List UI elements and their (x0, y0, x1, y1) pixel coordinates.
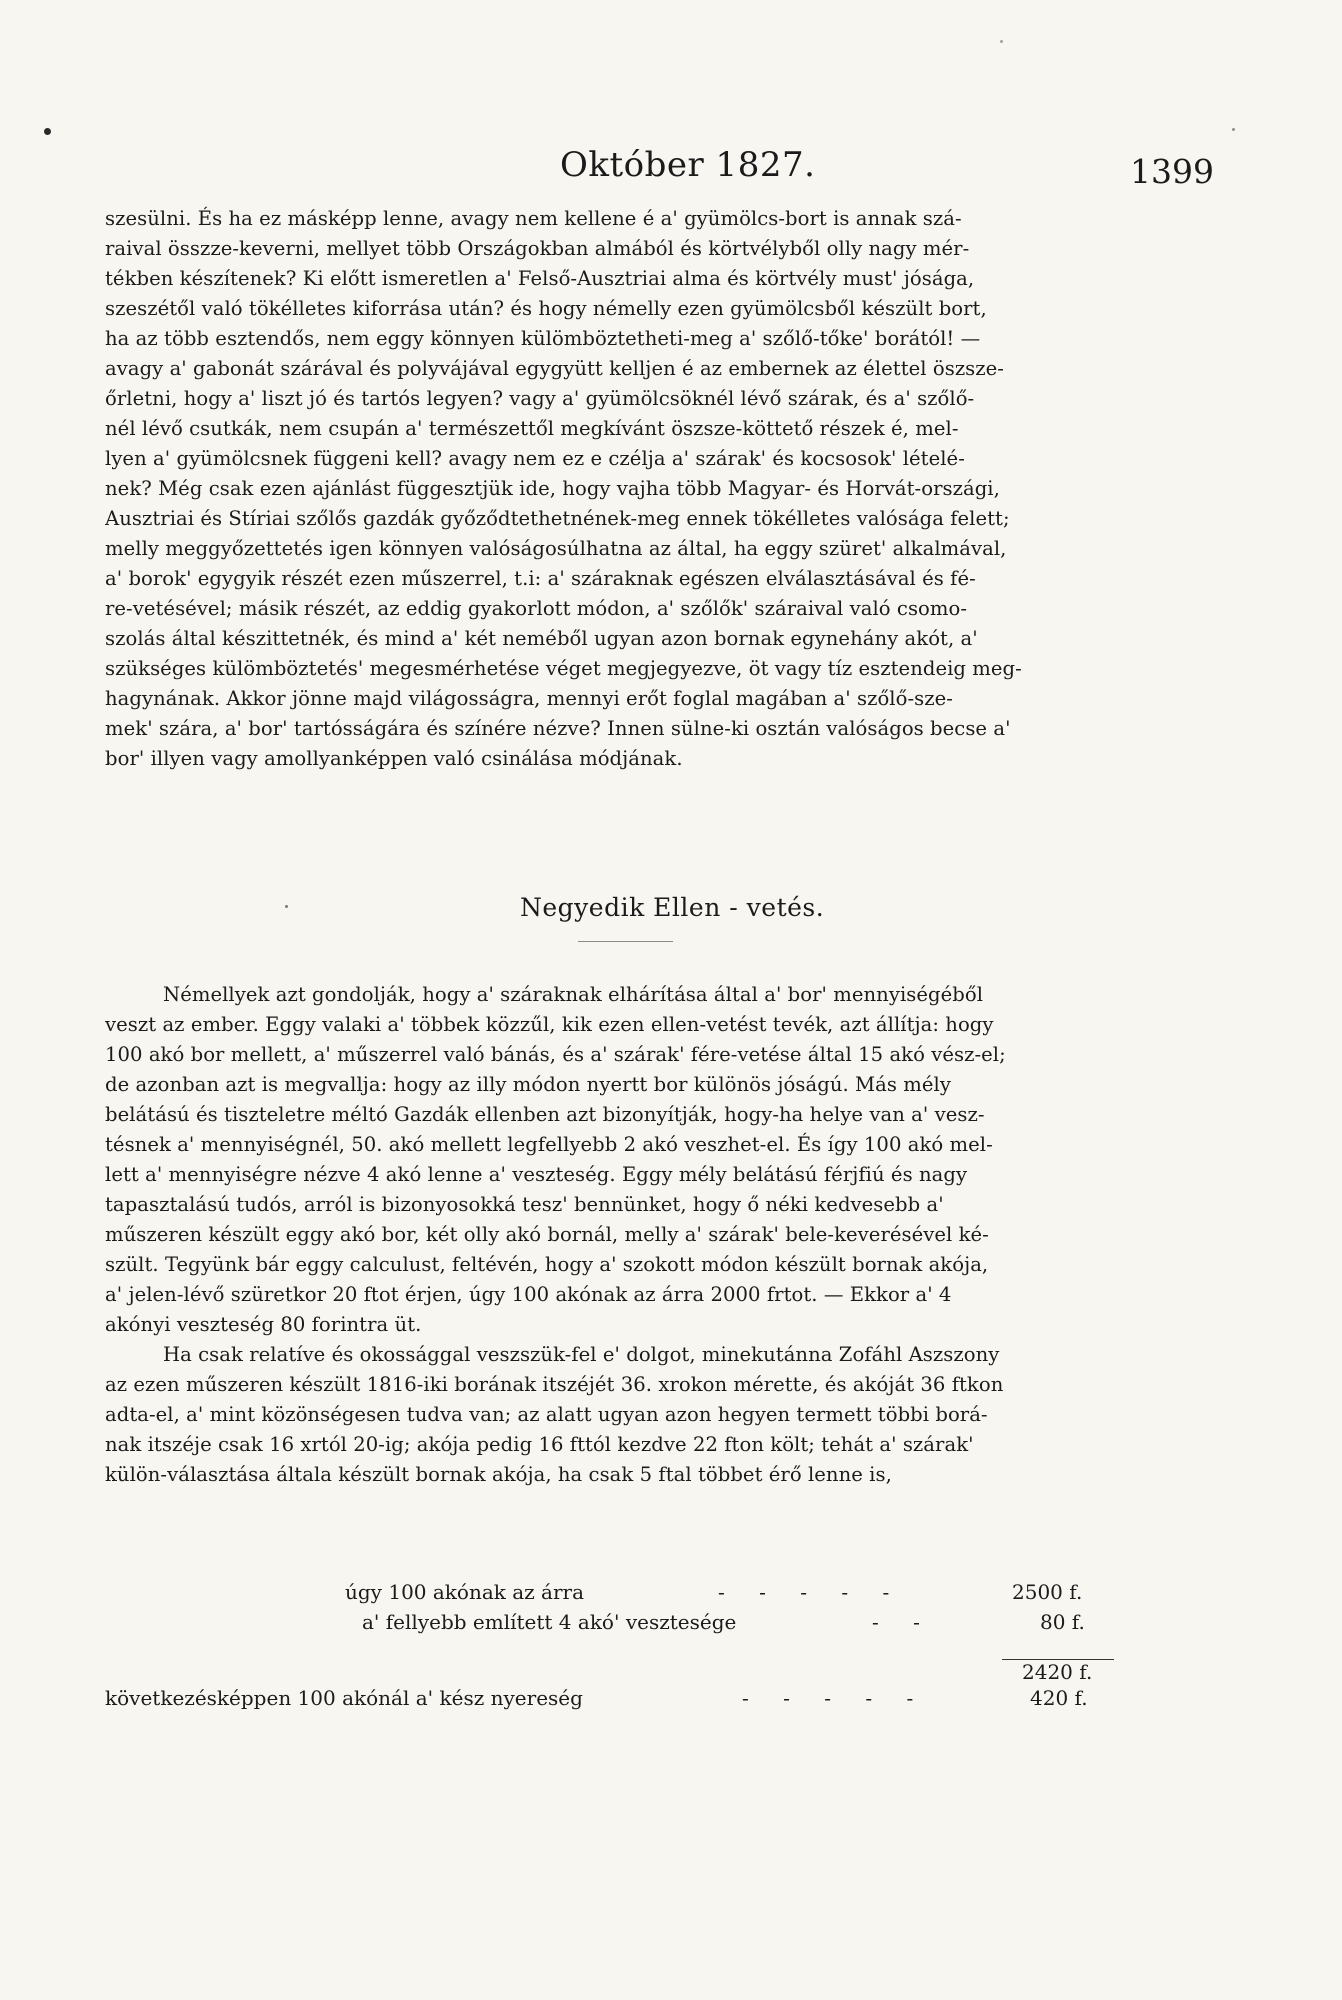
ledger-subtotal: 2420 f. (1022, 1660, 1093, 1684)
text-line: szolás által készittetnék, és mind a' két neméből ugyan azon bornak egynehány akót, a' (105, 627, 978, 650)
text-line: tapasztalású tudós, arról is bizonyosokká tesz' bennünket, hogy ő néki kedvesebb a' (105, 1193, 944, 1216)
text-line: lett a' mennyiségre nézve 4 akó lenne a' veszteség. Eggy mély belátású férjfiú és nagy (105, 1163, 968, 1186)
ledger-row-label: a' fellyebb említett 4 akó' vesztesége (362, 1610, 737, 1634)
text-line: az ezen műszeren készült 1816-iki borának itszéjét 36. xrokon mérette, és akóját 36 ftkon (105, 1373, 1004, 1396)
ledger-amount: 2500 f. (1012, 1580, 1083, 1604)
text-line: szeszétől való tökélletes kiforrása után? és hogy némelly ezen gyümölcsből készült bort, (105, 297, 987, 320)
text-line: Ha csak relatíve és okossággal veszszük-fel e' dolgot, minekutánna Zofáhl Aszszony (163, 1343, 1000, 1366)
text-line: tékben készítenek? Ki előtt ismeretlen a' Felső-Ausztriai alma és körtvély must' jósága, (105, 267, 975, 290)
text-line: hagynának. Akkor jönne majd világosságra, mennyi erőt foglal magában a' szőlő-sze- (105, 687, 953, 710)
text-line: de azonban azt is megvallja: hogy az illy módon nyertt bor különös jóságú. Más mély (105, 1073, 951, 1096)
text-line: belátású és tiszteletre méltó Gazdák ellenben azt bizonyítják, hogy-ha helye van a' vesz- (105, 1103, 985, 1126)
ink-speck (1232, 128, 1235, 131)
ledger-row-label: úgy 100 akónak az árra (345, 1580, 585, 1604)
ink-speck (285, 905, 288, 908)
text-line: re-vetésével; másik részét, az eddig gyakorlott módon, a' szőlők' száraival való csomo- (105, 597, 968, 620)
text-line: műszeren készült eggy akó bor, két olly akó bornál, melly a' szárak' bele-keverésével ké- (105, 1223, 989, 1246)
text-line: melly meggyőzettetés igen könnyen valóságosúlhatna az által, ha eggy szüret' alkalmával, (105, 537, 1007, 560)
text-line: szesülni. És ha ez másképp lenne, avagy nem kellene é a' gyümölcs-bort is annak szá- (105, 207, 962, 230)
text-line: szült. Tegyünk bár eggy calculust, feltévén, hogy a' szokott módon készült bornak akója, (105, 1253, 989, 1276)
text-line: nek? Még csak ezen ajánlást függesztjük ide, hogy vajha több Magyar- és Horvát-országi, (105, 477, 1000, 500)
ink-speck (1000, 40, 1003, 43)
text-line: bor' illyen vagy amollyanképpen való csinálása módjának. (105, 747, 683, 770)
text-line: külön-választása általa készült bornak akója, ha csak 5 ftal többet érő lenne is, (105, 1463, 892, 1486)
text-line: veszt az ember. Eggy valaki a' többek közzűl, kik ezen ellen-vetést tevék, azt állítja: hogy (105, 1013, 994, 1036)
text-line: a' jelen-lévő szüretkor 20 ftot érjen, úgy 100 akónak az árra 2000 frtot. — Ekkor a' 4 (105, 1283, 952, 1306)
text-line: a' borok' egygyik részét ezen műszerrel, t.i: a' száraknak egészen elválasztásával és fé- (105, 567, 976, 590)
text-line: Némellyek azt gondolják, hogy a' száraknak elhárítása által a' bor' mennyiségéből (163, 983, 984, 1006)
text-line: szükséges külömböztetés' megesmérhetése véget megjegyezve, öt vagy tíz esztendeig meg- (105, 657, 1022, 680)
text-line: őrletni, hogy a' liszt jó és tartós legyen? vagy a' gyümölcsöknél lévő szárak, és a' szőlő- (105, 387, 975, 410)
page-header-title: Október 1827. (560, 145, 816, 185)
ledger-amount: 80 f. (1040, 1610, 1085, 1634)
ink-speck (44, 128, 51, 135)
text-line: raival összze-keverni, mellyet több Országokban almából és körtvélyből olly nagy mér- (105, 237, 970, 260)
ledger-amount: 420 f. (1030, 1686, 1088, 1710)
ledger-leader: - - - - - (742, 1686, 928, 1710)
ledger-row-label: következésképpen 100 akónál a' kész nyereség (105, 1686, 583, 1710)
text-line: 100 akó bor mellett, a' műszerrel való bánás, és a' szárak' fére-vetése által 15 akó vész-el; (105, 1043, 1006, 1066)
text-line: tésnek a' mennyiségnél, 50. akó mellett legfellyebb 2 akó veszhet-el. És így 100 akó mel- (105, 1133, 993, 1156)
text-line: avagy a' gabonát szárával és polyvájával egygyütt kelljen é az embernek az élettel öszsze- (105, 357, 1004, 380)
text-line: mek' szára, a' bor' tartósságára és színére nézve? Innen sülne-ki osztán valóságos becse a' (105, 717, 1011, 740)
text-line: ha az több esztendős, nem eggy könnyen külömböztetheti-meg a' szőlő-tőke' borától! — (105, 327, 981, 350)
page-number: 1399 (1130, 152, 1214, 191)
text-line: lyen a' gyümölcsnek függeni kell? avagy nem ez e czélja a' szárak' és kocsosok' lételé- (105, 447, 965, 470)
text-line: adta-el, a' mint közönségesen tudva van; az alatt ugyan azon hegyen termett többi borá- (105, 1403, 988, 1426)
text-line: nél lévő csutkák, nem csupán a' természettől megkívánt öszsze-köttető részek é, mel- (105, 417, 959, 440)
ledger-leader: - - (872, 1610, 934, 1634)
ledger-leader: - - - - - (718, 1580, 904, 1604)
text-line: Ausztriai és Stíriai szőlős gazdák győződtethetnének-meg ennek tökélletes valósága felett; (105, 507, 1010, 530)
text-line: nak itszéje csak 16 xrtól 20-ig; akója pedig 16 fttól kezdve 22 fton költ; tehát a' szárak' (105, 1433, 974, 1456)
section-heading: Negyedik Ellen - vetés. (520, 893, 825, 922)
text-line: akónyi veszteség 80 forintra üt. (105, 1313, 422, 1336)
